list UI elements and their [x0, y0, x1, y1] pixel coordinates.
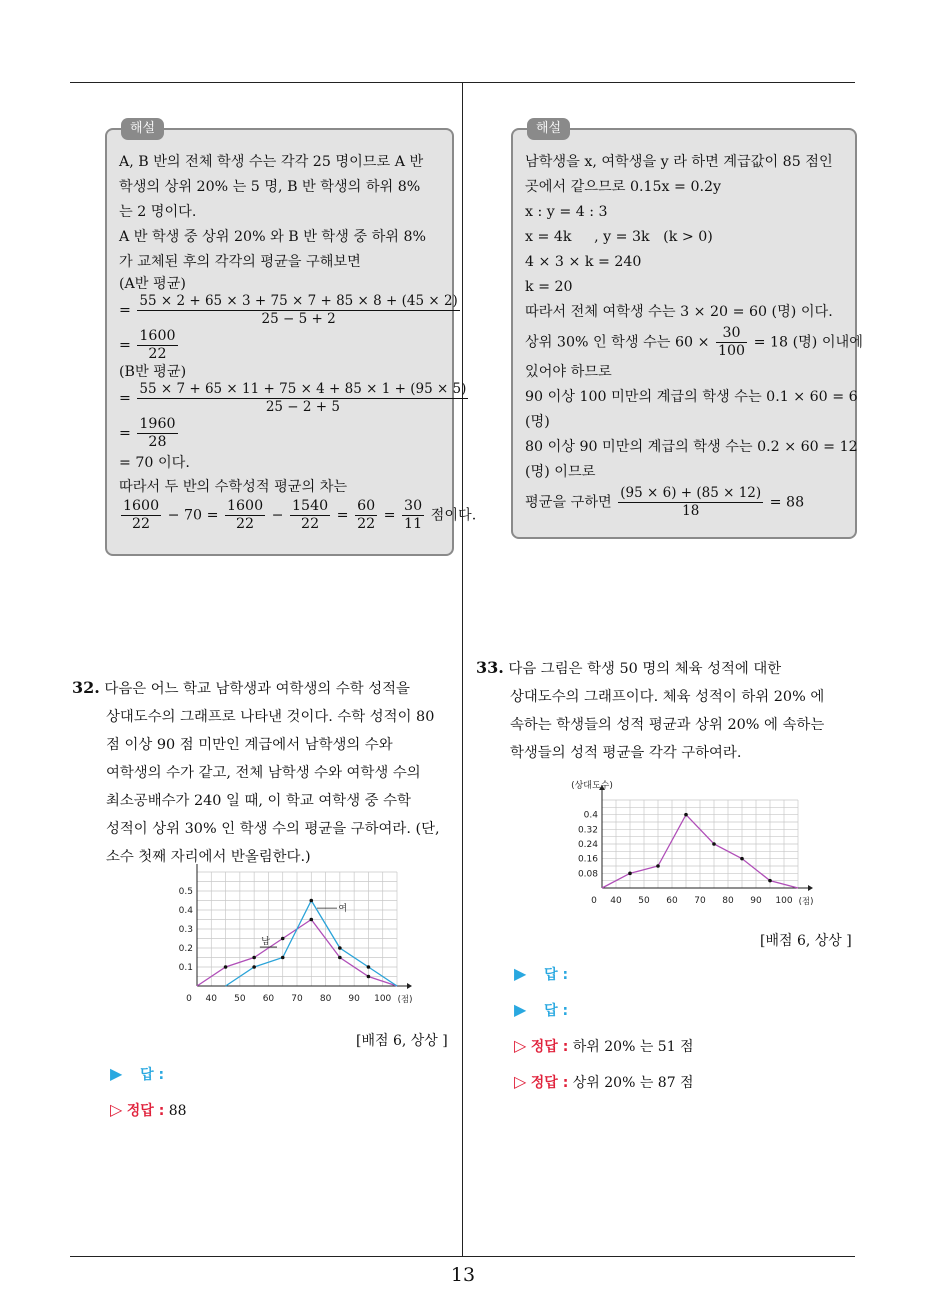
data-point: [768, 879, 772, 883]
data-point: [281, 956, 285, 960]
question-line: 상대도수의 그래프이다. 체육 성적이 하위 20% 에: [510, 689, 825, 705]
annotation-label: 여: [338, 904, 348, 915]
data-point: [309, 899, 313, 903]
solution-line: 는 2 명이다.: [119, 204, 197, 220]
chart-math-scores: [145, 864, 415, 1009]
data-point: [628, 872, 632, 876]
left-solution-box: [105, 121, 477, 556]
b-numerator: 55 × 7 + 65 × 11 + 75 × 4 + 85 × 1 + (95 × 5): [139, 381, 467, 397]
l14-post: = 88: [769, 494, 805, 511]
correct-value: 하위 20% 는 51 점: [572, 1039, 694, 1055]
page-number: 13: [450, 1264, 476, 1286]
y-tick-label: 0.5: [178, 887, 193, 897]
x-tick-label: 70: [291, 994, 303, 1004]
d4-num: 60: [357, 498, 376, 514]
solution-line: 학생의 상위 20% 는 5 명, B 반 학생의 하위 8%: [119, 179, 421, 195]
data-point: [252, 965, 256, 969]
data-point: [684, 813, 688, 817]
l14-den: 18: [682, 503, 700, 519]
solution-line: (명): [525, 414, 550, 430]
x-tick-label: 80: [722, 896, 734, 906]
question-line: 최소공배수가 240 일 때, 이 학교 여학생 중 수학: [106, 793, 411, 809]
a-formula: = $\frac{55 \times 2 + 65 \times 3 + 75 \times 7 + 85 \times 8 + (45 \times 2)}{25 - 5 + 2}$: [119, 293, 458, 327]
data-point: [252, 956, 256, 960]
solution-line: A, B 반의 전체 학생 수는 각각 25 명이므로 A 반: [119, 154, 424, 170]
solution-line: 4 × 3 × k = 240: [525, 254, 642, 270]
triangle-outline-icon: ▷: [514, 1072, 527, 1091]
question-32: [72, 674, 462, 871]
data-point: [367, 965, 371, 969]
play-icon: ▶: [110, 1064, 123, 1083]
solution-line: 남학생을 x, 여학생을 y 라 하면 계급값이 85 점인: [525, 154, 833, 170]
question-line: 상대도수의 그래프로 나타낸 것이다. 수학 성적이 80: [106, 709, 435, 725]
answer-label: 답 :: [140, 1067, 165, 1083]
solution-line: x : y = 4 : 3: [525, 204, 608, 220]
l8-pre: 상위 30% 인 학생 수는 60 ×: [525, 334, 710, 351]
solution-line: A 반 학생 중 상위 20% 와 B 반 학생 중 하위 8%: [119, 229, 426, 245]
correct-label: 정답 :: [126, 1103, 165, 1119]
x-tick-label: 80: [319, 994, 332, 1004]
d4-den: 22: [357, 516, 376, 532]
solution-tag: 해설: [527, 118, 570, 140]
x-tick-label: 90: [348, 994, 360, 1004]
d2-den: 22: [236, 516, 255, 532]
a-result: = $\frac{1600}{22}$: [119, 328, 176, 362]
answer-label: 답 :: [544, 967, 569, 983]
b-formula: = $\frac{55 \times 7 + 65 \times 11 + 75 \times 4 + 85 \times 1 + (95 \times 5)}{25 - 2 + 5}$: [119, 381, 467, 415]
diff-formula: $\frac{1600}{22}$ − 70 = $\frac{1600}{22}$ − $\frac{1540}{22}$ = $\frac{60}{22}$ = $\frac{30}{11}$ 점이다.: [123, 498, 477, 532]
question-line: 다음은 어느 학교 남학생과 여학생의 수학 성적을: [104, 681, 410, 697]
y-tick-label: 0.32: [577, 825, 598, 836]
question-line: 여학생의 수가 같고, 전체 남학생 수와 여학생 수의: [106, 765, 421, 781]
correct-answer-row: [514, 1036, 694, 1056]
y-tick-label: 0.24: [577, 840, 598, 850]
y-tick-label: 0.2: [178, 944, 193, 954]
chart-pe-scores: [548, 770, 820, 908]
solution-line: 90 이상 100 미만의 계급의 학생 수는 0.1 × 60 = 6: [525, 389, 858, 405]
x-tick-label: 90: [750, 896, 762, 906]
minus-seventy: − 70 =: [167, 507, 219, 524]
l14-pre: 평균을 구하면: [525, 494, 612, 511]
correct-answer-row: [110, 1100, 187, 1120]
diff-end: 점이다.: [430, 507, 477, 524]
solution-line: k = 20: [525, 279, 573, 295]
x-axis-label: (점): [397, 995, 413, 1005]
play-icon: ▶: [514, 964, 527, 983]
d1-den: 22: [132, 516, 151, 532]
question-line: 속하는 학생들의 성적 평균과 상위 20% 에 속하는: [510, 717, 825, 733]
x-axis-label: (점): [798, 897, 814, 907]
b-result-den: 28: [148, 434, 167, 450]
x-tick-label: 60: [666, 896, 678, 906]
l8-post: = 18 (명) 이내에: [753, 334, 863, 351]
question-line: 성적이 상위 30% 인 학생 수의 평균을 구하여라. (단,: [106, 821, 440, 837]
solution-line: (명) 이므로: [525, 464, 596, 480]
x-tick-label: 100: [374, 994, 392, 1004]
x-tick-label: 0: [591, 896, 597, 906]
x-tick-label: 0: [186, 994, 192, 1004]
triangle-outline-icon: ▷: [514, 1036, 527, 1055]
y-tick-label: 0.3: [178, 925, 193, 935]
d3-num: 1540: [292, 498, 329, 514]
correct-value: 88: [168, 1103, 187, 1119]
triangle-outline-icon: ▷: [110, 1100, 123, 1119]
correct-answer-row: [514, 1072, 694, 1092]
y-axis-label: (상대도수): [571, 781, 613, 791]
b-result-frac: = $\frac{1960}{28}$: [119, 416, 176, 450]
question-line: 학생들의 성적 평균을 각각 구하여라.: [510, 745, 742, 761]
data-point: [281, 937, 285, 941]
x-tick-label: 100: [775, 896, 793, 906]
b-result-num: 1960: [139, 416, 176, 432]
solution-line: [525, 325, 863, 360]
solution-line: x = 4k , y = 3k (k > 0): [525, 229, 713, 245]
data-point: [338, 946, 342, 950]
d5-den: 11: [404, 516, 423, 532]
correct-label: 정답 :: [530, 1075, 569, 1091]
x-tick-label: 70: [694, 896, 706, 906]
score-info: [배점 6, 상상 ]: [760, 933, 852, 949]
x-tick-label: 60: [262, 994, 275, 1004]
data-point: [740, 857, 744, 861]
right-solution-box: [511, 121, 863, 539]
l8-num: 30: [716, 325, 747, 343]
solution-tag: 해설: [121, 118, 164, 140]
minus-sign: −: [271, 507, 284, 524]
x-axis-arrow: [808, 885, 813, 891]
x-tick-label: 50: [638, 896, 650, 906]
b-label: (B반 평균): [119, 364, 187, 380]
correct-label: 정답 :: [530, 1039, 569, 1055]
a-result-den: 22: [148, 346, 167, 362]
solution-line: 곳에서 같으므로 0.15x = 0.2y: [525, 179, 722, 195]
x-tick-label: 40: [205, 994, 218, 1004]
d3-den: 22: [301, 516, 320, 532]
question-number: 32.: [72, 678, 100, 697]
question-number: 33.: [476, 658, 504, 677]
x-tick-label: 40: [610, 896, 622, 906]
data-point: [656, 864, 660, 868]
diff-text: 따라서 두 반의 수학성적 평균의 차는: [119, 479, 348, 495]
answer-row: [110, 1064, 164, 1084]
d5-num: 30: [404, 498, 423, 514]
a-result-num: 1600: [139, 328, 176, 344]
a-label: (A반 평균): [119, 276, 186, 292]
data-point: [338, 956, 342, 960]
answer-row: [514, 964, 568, 984]
y-tick-label: 0.4: [178, 906, 193, 916]
solution-line: 80 이상 90 미만의 계급의 학생 수는 0.2 × 60 = 12: [525, 439, 858, 455]
y-tick-label: 0.16: [577, 854, 598, 865]
l8-den: 100: [718, 343, 746, 359]
x-axis-arrow: [407, 983, 412, 989]
d2-num: 1600: [227, 498, 264, 514]
score-info: [배점 6, 상상 ]: [356, 1033, 448, 1049]
question-line: 점 이상 90 점 미만인 계급에서 남학생의 수와: [106, 737, 393, 753]
solution-line: 따라서 전체 여학생 수는 3 × 20 = 60 (명) 이다.: [525, 304, 833, 320]
l14-num: (95 × 6) + (85 × 12): [620, 485, 762, 501]
question-line: 다음 그림은 학생 50 명의 체육 성적에 대한: [508, 661, 782, 677]
question-33: [476, 654, 866, 767]
a-numerator: 55 × 2 + 65 × 3 + 75 × 7 + 85 × 8 + (45 × 2): [139, 293, 458, 309]
annotation-label: 남: [261, 937, 270, 948]
answer-label: 답 :: [544, 1003, 569, 1019]
y-tick-label: 0.1: [178, 963, 193, 973]
solution-line: [525, 485, 845, 520]
x-tick-label: 50: [234, 994, 246, 1004]
data-point: [367, 975, 371, 979]
b-denominator: 25 − 2 + 5: [265, 399, 340, 415]
y-tick-label: 0.4: [583, 810, 598, 821]
question-line: 소수 첫째 자리에서 반올림한다.): [106, 849, 311, 865]
correct-value: 상위 20% 는 87 점: [572, 1075, 694, 1091]
d1-num: 1600: [123, 498, 160, 514]
answer-row: [514, 1000, 568, 1020]
solution-line: 있어야 하므로: [525, 364, 612, 380]
column-divider: [462, 82, 463, 1256]
bottom-rule: [70, 1256, 855, 1257]
data-point: [224, 965, 228, 969]
data-point: [309, 918, 313, 922]
data-point: [712, 842, 716, 846]
b-result: = 70 이다.: [119, 455, 190, 471]
a-denominator: 25 − 5 + 2: [261, 311, 336, 327]
play-icon: ▶: [514, 1000, 527, 1019]
y-tick-label: 0.08: [577, 869, 598, 880]
solution-line: 가 교체된 후의 각각의 평균을 구해보면: [119, 254, 361, 270]
